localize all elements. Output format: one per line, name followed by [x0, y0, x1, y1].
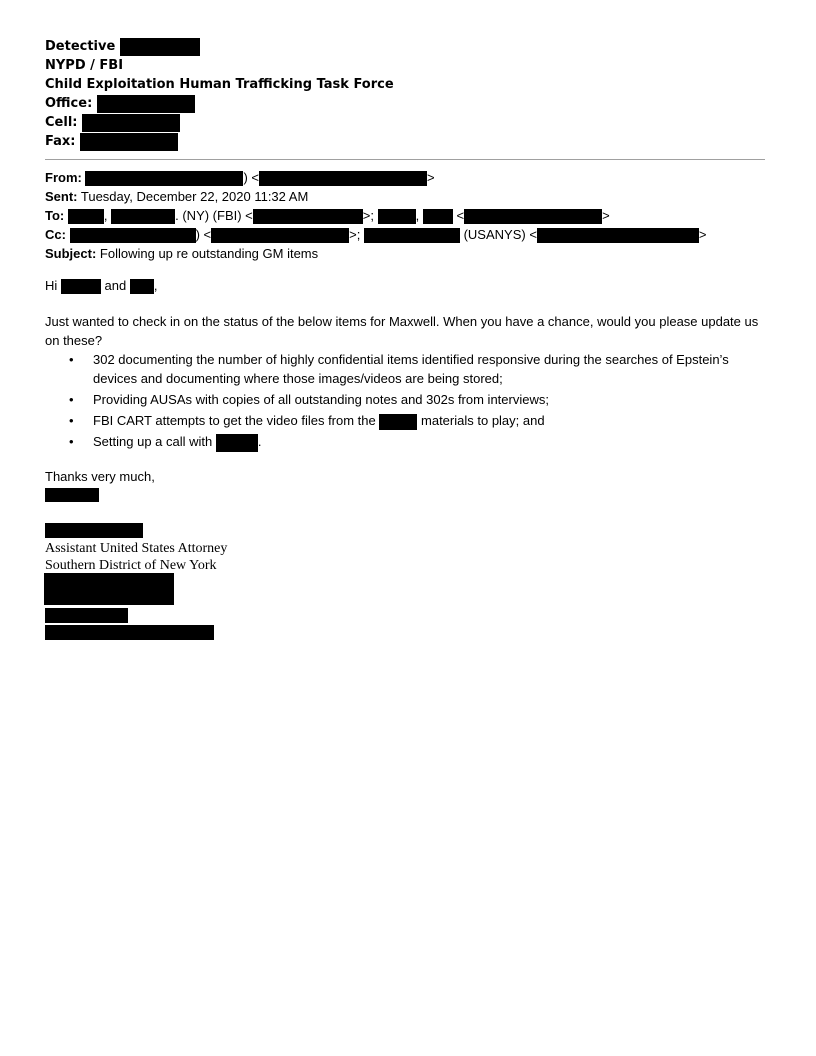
- greeting-comma: ,: [153, 278, 158, 293]
- redacted-recipient: [378, 209, 416, 224]
- closing-line: Thanks very much,: [45, 469, 155, 484]
- cc-separator: >;: [349, 227, 361, 242]
- list-item-text: 302 documenting the number of highly confidential items identified responsive during the searches of Epstein’s devices and documenting where those images/videos are being stored;: [93, 352, 729, 386]
- list-item-text: Setting up a call with: [93, 434, 213, 449]
- aus-title: Assistant United States Attorney: [45, 541, 228, 556]
- redacted-name: [120, 38, 200, 56]
- task-force-line: Child Exploitation Human Trafficking Task Force: [45, 77, 394, 92]
- list-item: [45, 390, 775, 409]
- subject-value: Following up re outstanding GM items: [99, 246, 319, 261]
- redacted-address: [44, 573, 174, 605]
- from-label: From:: [45, 170, 82, 185]
- bullet: •: [69, 434, 74, 449]
- redacted-sender-name: [85, 171, 243, 186]
- to-separator: ,: [415, 208, 420, 223]
- aus-district: Southern District of New York: [45, 558, 217, 573]
- bullet: •: [69, 392, 74, 407]
- cc-bracket: ) <: [195, 227, 212, 242]
- greeting-hi: Hi: [45, 278, 58, 293]
- redacted-name: [216, 434, 258, 452]
- redacted-recipient: [111, 209, 175, 224]
- list-item: [45, 350, 775, 388]
- detective-title: Detective: [45, 39, 116, 54]
- to-separator: ,: [103, 208, 108, 223]
- redacted-recipient: [423, 209, 453, 224]
- from-line: [45, 168, 707, 187]
- redacted-cc-name: [364, 228, 460, 243]
- from-bracket: ) <: [243, 170, 260, 185]
- list-item-text: .: [257, 434, 262, 449]
- list-item-text: FBI CART attempts to get the video files from the: [93, 413, 376, 428]
- cc-line: [45, 225, 707, 244]
- header-divider: [45, 159, 765, 160]
- greeting: [45, 276, 157, 295]
- redacted-cc-email: [537, 228, 699, 243]
- body-paragraph: Just wanted to check in on the status of the below items for Maxwell. When you have a chance, would you please update us on these?: [45, 314, 759, 348]
- cc-usanys-text: (USANYS) <: [463, 227, 537, 242]
- redacted-recipient-email: [253, 209, 363, 224]
- to-bracket-end: >: [602, 208, 610, 223]
- redacted-recipient-email: [464, 209, 602, 224]
- redacted-email: [45, 625, 214, 640]
- greeting-and: and: [104, 278, 127, 293]
- to-label: To:: [45, 208, 65, 223]
- to-line: [45, 206, 707, 225]
- outstanding-items-list: [45, 350, 775, 454]
- detective-signature-block: [45, 37, 394, 151]
- bullet: •: [69, 352, 74, 367]
- fax-label: Fax:: [45, 134, 76, 149]
- list-item: [45, 432, 775, 452]
- redacted-text: [379, 414, 417, 430]
- redacted-phone: [45, 608, 128, 623]
- agency-line: NYPD / FBI: [45, 58, 124, 73]
- list-item-text: materials to play; and: [421, 413, 545, 428]
- sent-line: [45, 187, 707, 206]
- to-separator: >;: [362, 208, 374, 223]
- subject-label: Subject:: [45, 246, 97, 261]
- redacted-cc-name: [70, 228, 196, 243]
- redacted-cell-number: [82, 114, 180, 132]
- redacted-name: [130, 279, 154, 294]
- redacted-name: [61, 279, 101, 294]
- cc-bracket-end: >: [698, 227, 707, 242]
- redacted-office-number: [97, 95, 195, 113]
- email-header: [45, 168, 707, 263]
- list-item: [45, 411, 775, 430]
- list-item-text: Providing AUSAs with copies of all outstanding notes and 302s from interviews;: [93, 392, 549, 407]
- sent-label: Sent:: [45, 189, 78, 204]
- cc-label: Cc:: [45, 227, 66, 242]
- cell-label: Cell:: [45, 115, 78, 130]
- redacted-signer-name: [45, 488, 99, 502]
- bullet: •: [69, 413, 74, 428]
- to-bracket: <: [456, 208, 465, 223]
- aus-signature-block: [45, 540, 227, 574]
- redacted-fax-number: [80, 133, 178, 151]
- to-fbi-text: . (NY) (FBI) <: [175, 208, 253, 223]
- office-label: Office:: [45, 96, 93, 111]
- from-bracket-end: >: [427, 170, 435, 185]
- redacted-signer-full-name: [45, 523, 143, 538]
- redacted-sender-email: [259, 171, 427, 186]
- sent-value: Tuesday, December 22, 2020 11:32 AM: [80, 189, 309, 204]
- subject-line: [45, 244, 707, 263]
- redacted-recipient: [68, 209, 104, 224]
- redacted-cc-email: [211, 228, 349, 243]
